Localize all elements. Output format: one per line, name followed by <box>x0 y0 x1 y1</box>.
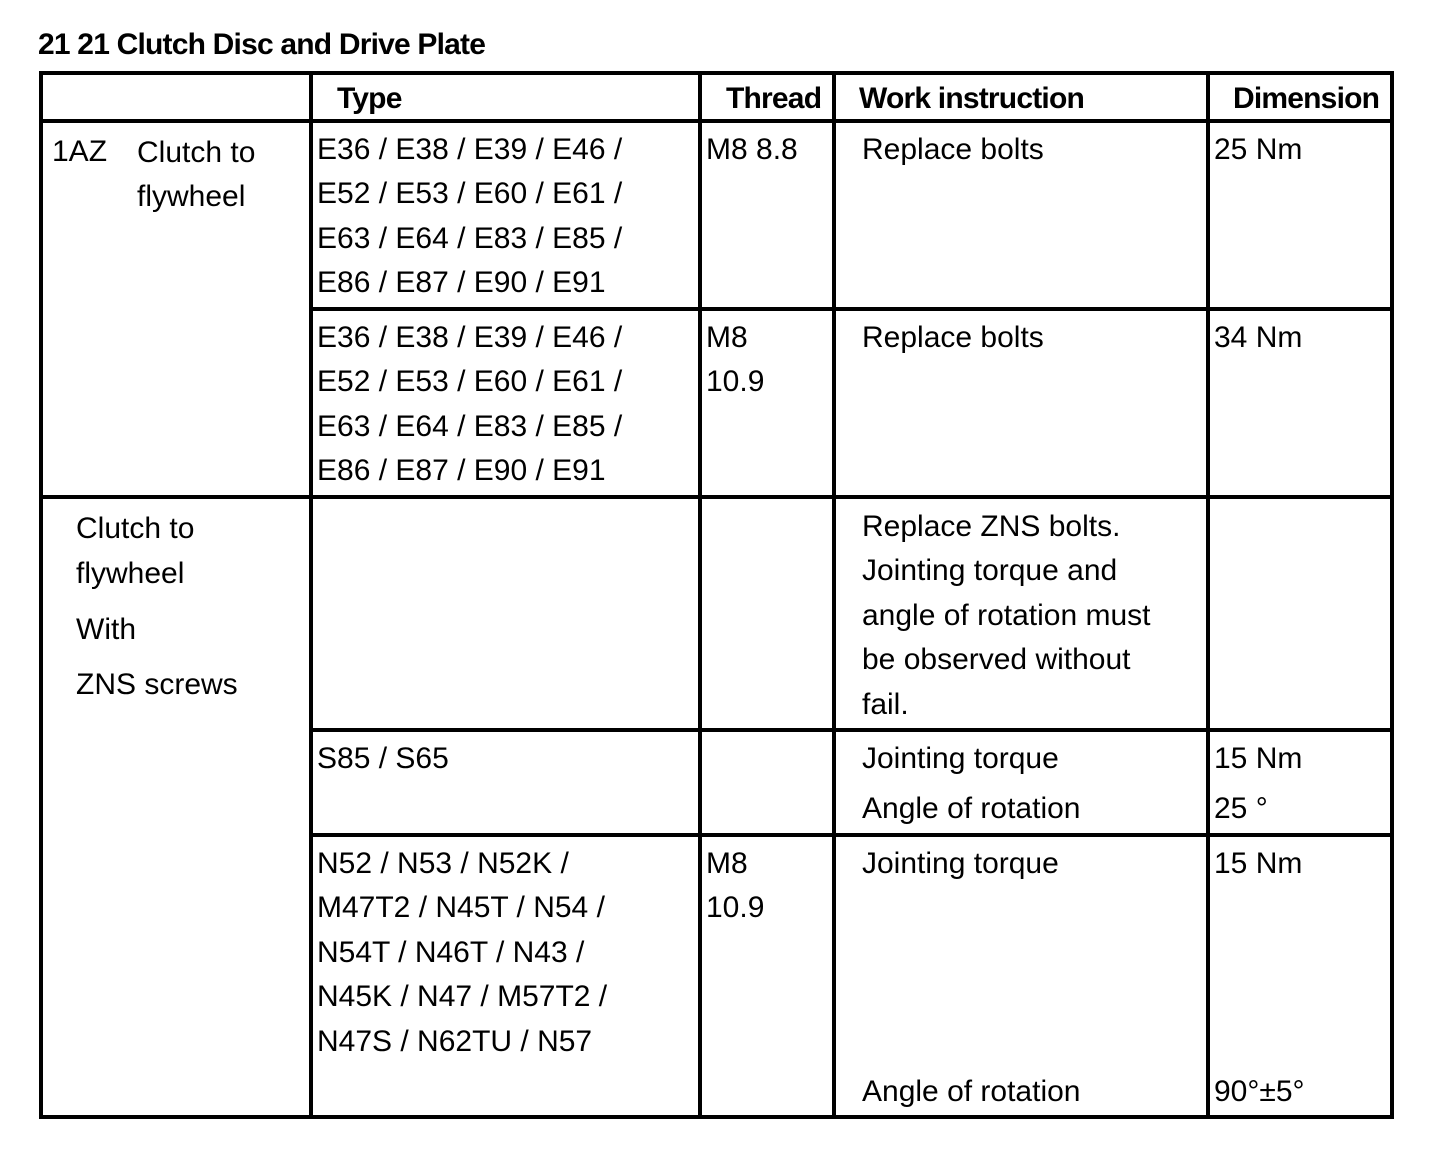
work-line: Jointing torque <box>862 847 1059 880</box>
row-rule <box>310 833 1394 837</box>
work-line: be observed without <box>862 643 1131 676</box>
type-line: M47T2 / N45T / N54 / <box>317 891 605 924</box>
type-line: N47S / N62TU / N57 <box>317 1025 593 1058</box>
work-line: Replace bolts <box>862 321 1044 354</box>
dimension-line: 15 Nm <box>1214 742 1303 775</box>
dimension-line: 25 ° <box>1214 792 1268 825</box>
component-line: With <box>76 613 136 646</box>
type-line: N45K / N47 / M57T2 / <box>317 980 608 1013</box>
component-line: ZNS screws <box>76 668 238 701</box>
header-thread: Thread <box>726 82 822 115</box>
row-rule <box>310 728 1394 732</box>
thread-line: M8 <box>706 847 748 880</box>
dimension-line: 34 Nm <box>1214 321 1303 354</box>
work-line: Jointing torque <box>862 742 1059 775</box>
column-rule <box>1206 71 1210 1119</box>
work-line: fail. <box>862 688 909 721</box>
type-line: S85 / S65 <box>317 742 449 775</box>
type-line: E86 / E87 / E90 / E91 <box>317 266 606 299</box>
type-line: N54T / N46T / N43 / <box>317 936 585 969</box>
header-work-instruction: Work instruction <box>859 82 1084 115</box>
type-line: E52 / E53 / E60 / E61 / <box>317 177 623 210</box>
component-line: flywheel <box>137 180 246 213</box>
group-code: 1AZ <box>52 135 108 168</box>
type-line: E36 / E38 / E39 / E46 / <box>317 133 623 166</box>
work-line: Angle of rotation <box>862 792 1081 825</box>
header-dimension: Dimension <box>1233 82 1380 115</box>
type-line: E52 / E53 / E60 / E61 / <box>317 365 623 398</box>
dimension-line: 25 Nm <box>1214 133 1303 166</box>
work-line: angle of rotation must <box>862 599 1151 632</box>
work-line: Replace ZNS bolts. <box>862 510 1121 543</box>
dimension-line: 15 Nm <box>1214 847 1303 880</box>
work-line: Jointing torque and <box>862 554 1118 587</box>
thread-line: M8 <box>706 321 748 354</box>
page-title: 21 21 Clutch Disc and Drive Plate <box>38 28 486 61</box>
column-rule <box>698 71 702 1119</box>
type-line: E86 / E87 / E90 / E91 <box>317 454 606 487</box>
column-rule <box>309 71 313 1119</box>
component-line: flywheel <box>76 557 185 590</box>
thread-line: 10.9 <box>706 365 765 398</box>
header-rule <box>39 119 1394 123</box>
torque-table <box>39 71 1394 1119</box>
work-line: Angle of rotation <box>862 1075 1081 1108</box>
type-line: N52 / N53 / N52K / <box>317 847 569 880</box>
type-line: E63 / E64 / E83 / E85 / <box>317 222 623 255</box>
thread-line: 10.9 <box>706 891 765 924</box>
work-line: Replace bolts <box>862 133 1044 166</box>
header-type: Type <box>337 82 402 115</box>
component-line: Clutch to <box>76 512 195 545</box>
component-line: Clutch to <box>137 136 256 169</box>
thread-line: M8 8.8 <box>706 133 798 166</box>
row-rule <box>310 307 1394 311</box>
type-line: E63 / E64 / E83 / E85 / <box>317 410 623 443</box>
group-rule <box>39 495 1394 499</box>
dimension-line: 90°±5° <box>1214 1075 1305 1108</box>
column-rule <box>832 71 836 1119</box>
type-line: E36 / E38 / E39 / E46 / <box>317 321 623 354</box>
